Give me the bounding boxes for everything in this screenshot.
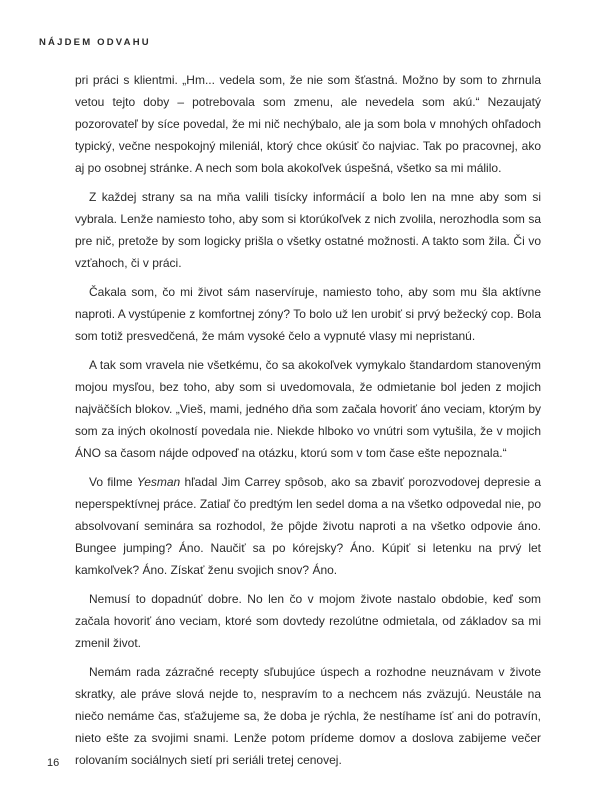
running-header: NÁJDEM ODVAHU: [39, 37, 151, 48]
film-title: Yesman: [136, 475, 181, 489]
paragraph-2: Z každej strany sa na mňa valili tisícky informácií a bolo len na mne aby som si vybrala. Lenže namiesto toho, aby som si ktorúkoľvek z nich zvolila, nerozhodla som sa pre nič, pretože by som logicky prišla o všetky ostatné možnosti. A takto som žila. Či vo vzťahoch, či v práci.: [75, 190, 541, 270]
paragraph-1: pri práci s klientmi. „Hm... vedela som, že nie som šťastná. Možno by som to zhrnula vetou tejto doby – potrebovala som zmenu, ale nevedela som akú.“ Nezaujatý pozorovateľ by síce povedal, že mi nič nechýbalo, ale ja som bola v mnohých ohľadoch typický, večne nespokojný mileniál, ktorý chce okúsiť čo najviac. Tak po pracovnej, ako aj po osobnej stránke. A nech som bola akokoľvek úspešná, všetko sa mi málilo.: [75, 73, 541, 175]
paragraph-5: [75, 471, 541, 581]
paragraph-6: Nemusí to dopadnúť dobre. No len čo v mojom živote nastalo obdobie, keď som začala hovoriť áno veciam, ktoré som dovtedy rezolútne odmietala, od základov sa mi zmenil život.: [75, 592, 541, 650]
body-text: [75, 69, 541, 778]
page-number: 16: [47, 757, 60, 769]
paragraph-4: A tak som vravela nie všetkému, čo sa akokoľvek vymykalo štandardom stanoveným mojou mysľou, bez toho, aby som si uvedomovala, že odmietanie bol jeden z mojich najväčších blokov. „Vieš, mami, jedného dňa som začala hovoriť áno veciam, ktorým by som za iných okolností povedala nie. Niekde hlboko vo vnútri som vytušila, že v mojich ÁNO sa časom nájde odpoveď na otázku, ktorú som v tom čase ešte nepoznala.“: [75, 358, 541, 460]
paragraph-5-lead: Vo filme: [89, 475, 137, 489]
paragraph-7: Nemám rada zázračné recepty sľubujúce úspech a rozhodne neuznávam v živote skratky, ale práve slová nejde to, nespravím to a nechcem nás zväzujú. Neustále na niečo nemáme čas, sťažujeme sa, že doba je rýchla, že nestíhame ísť ani do potravín, nieto ešte za svojimi snami. Lenže potom prídeme domov a doslova zabijeme večer rolovaním sociálnych sietí pri seriáli tretej cenovej.: [75, 665, 541, 767]
paragraph-5-rest: hľadal Jim Carrey spôsob, ako sa zbaviť porozvodovej depresie a neperspektívnej práce. Zatiaľ čo predtým len sedel doma a na všetko odpovedal nie, po absolvovaní seminára sa rozhodol, že pôjde životu naproti a na všetko odpovie áno. Bungee jumping? Áno. Naučiť sa po kórejsky? Áno. Kúpiť si letenku na prvý let kamkoľvek? Áno. Získať ženu svojich snov? Áno.: [75, 475, 541, 577]
paragraph-3: Čakala som, čo mi život sám naservíruje, namiesto toho, aby som mu šla aktívne naproti. A vystúpenie z komfortnej zóny? To bolo už len urobiť si prvý bežecký cop. Bola som totiž presvedčená, že mám vysoké čelo a vypnuté vlasy mi nepristanú.: [75, 285, 541, 343]
